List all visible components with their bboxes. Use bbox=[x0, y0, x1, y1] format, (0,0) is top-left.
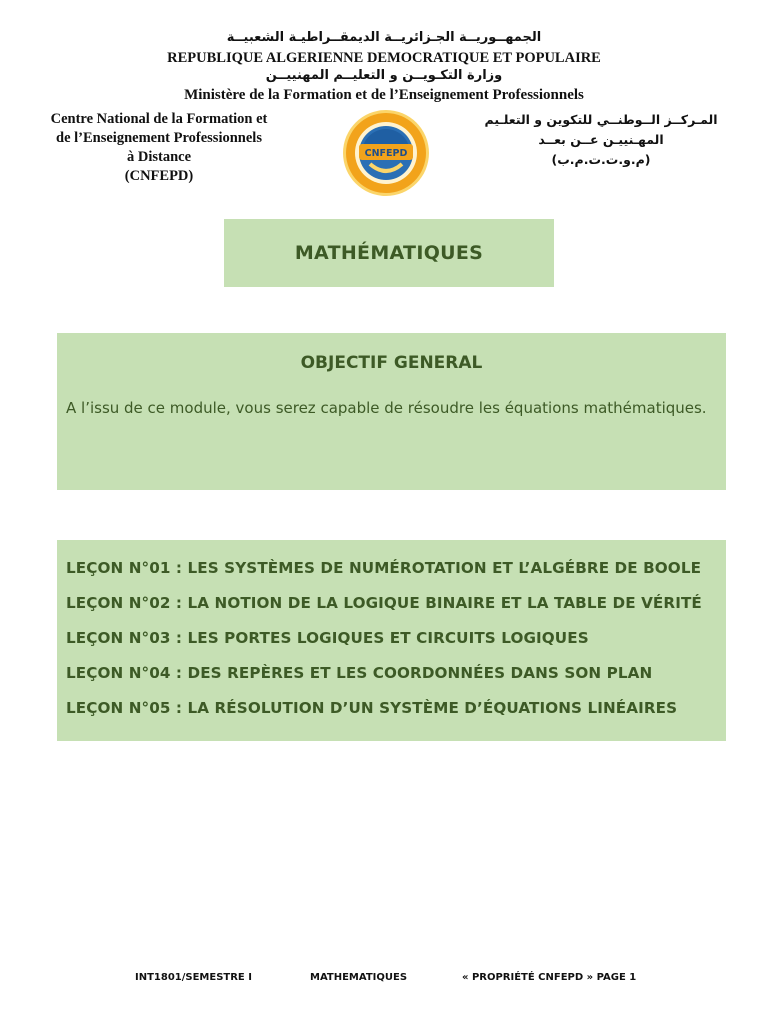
objective-heading: OBJECTIF GENERAL bbox=[300, 353, 483, 373]
logo-text: CNFEPD bbox=[364, 148, 408, 159]
module-title-box bbox=[224, 219, 554, 287]
center-fr-line: Centre National de la Formation et bbox=[50, 111, 268, 127]
center-ar-line: المـركــز الــوطنــي للتكوين و التعلـيم bbox=[484, 112, 718, 127]
lesson-item: LEÇON N°05 : LA RÉSOLUTION D’UN SYSTÈME D’ÉQUATIONS LINÉAIRES bbox=[66, 699, 678, 717]
center-ar-line: (م.و.ت.ت.م.ب) bbox=[551, 152, 651, 167]
lesson-item: LEÇON N°01 : LES SYSTÈMES DE NUMÉROTATION ET L’ALGÉBRE DE BOOLE bbox=[66, 559, 702, 577]
lesson-item: LEÇON N°03 : LES PORTES LOGIQUES ET CIRCUITS LOGIQUES bbox=[66, 629, 589, 647]
center-fr-line: de l’Enseignement Professionnels bbox=[56, 130, 262, 146]
header-fr-ministry: Ministère de la Formation et de l’Enseignement Professionnels bbox=[184, 87, 584, 103]
center-name-fr bbox=[24, 110, 294, 186]
lesson-item: LEÇON N°02 : LA NOTION DE LA LOGIQUE BINAIRE ET LA TABLE DE VÉRITÉ bbox=[66, 594, 702, 612]
lessons-box bbox=[57, 540, 726, 741]
footer-code: INT1801/SEMESTRE I bbox=[135, 972, 252, 983]
footer-page: « PROPRIÉTÉ CNFEPD » PAGE 1 bbox=[462, 972, 637, 983]
center-fr-line: (CNFEPD) bbox=[124, 168, 194, 184]
header-ar-republic: الجمهــوريــة الجـزائريــة الديمقــراطيـة الشعبيــة bbox=[226, 30, 542, 45]
header-ar-ministry: وزارة التكـويــن و التعليــم المهنييــن bbox=[265, 68, 503, 83]
center-ar-line: المهـنييـن عــن بعــد bbox=[538, 132, 664, 147]
center-fr-line: à Distance bbox=[126, 149, 192, 165]
lesson-item: LEÇON N°04 : DES REPÈRES ET LES COORDONNÉES DANS SON PLAN bbox=[66, 664, 653, 682]
module-title: MATHÉMATIQUES bbox=[294, 242, 484, 264]
cnfepd-logo-graphic bbox=[340, 108, 432, 198]
center-name-ar bbox=[470, 110, 732, 170]
header-fr-republic: REPUBLIQUE ALGERIENNE DEMOCRATIQUE ET POPULAIRE bbox=[167, 50, 601, 66]
cnfepd-logo bbox=[340, 108, 432, 198]
objective-text: A l’issu de ce module, vous serez capable de résoudre les équations mathématiques. bbox=[66, 399, 707, 417]
footer-subject: MATHEMATIQUES bbox=[310, 972, 408, 983]
objective-box bbox=[57, 333, 726, 490]
